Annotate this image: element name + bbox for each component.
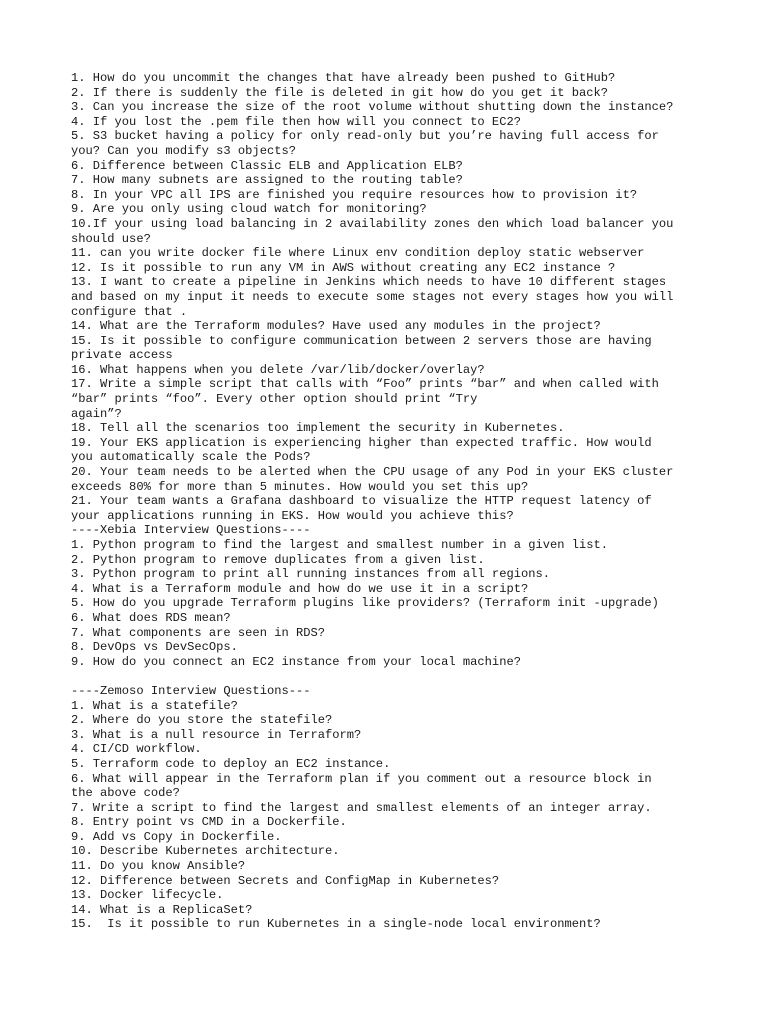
text-line: 5. S3 bucket having a policy for only read-only but you’re having full access for [71, 129, 659, 144]
text-line: 12. Difference between Secrets and ConfigMap in Kubernetes? [71, 873, 500, 888]
text-line: 5. Terraform code to deploy an EC2 instance. [71, 756, 391, 771]
text-line: “bar” prints “foo”. Every other option should print “Try [71, 392, 478, 407]
text-line: configure that . [71, 304, 188, 319]
text-line: ----Zemoso Interview Questions--- [71, 683, 311, 698]
text-line: 9. How do you connect an EC2 instance from your local machine? [71, 654, 521, 669]
text-line: 3. Python program to print all running instances from all regions. [71, 567, 550, 582]
text-line: 12. Is it possible to run any VM in AWS without creating any EC2 instance ? [71, 260, 616, 275]
text-line: 2. Where do you store the statefile? [71, 713, 333, 728]
text-line: 10.If your using load balancing in 2 availability zones den which load balancer you [71, 216, 674, 231]
text-line: 19. Your EKS application is experiencing higher than expected traffic. How would [71, 435, 652, 450]
text-line: 8. Entry point vs CMD in a Dockerfile. [71, 815, 347, 830]
text-line: 1. How do you uncommit the changes that have already been pushed to GitHub? [71, 71, 616, 85]
text-line: 2. Python program to remove duplicates from a given list. [71, 552, 485, 567]
text-line: 9. Are you only using cloud watch for monitoring? [71, 202, 427, 217]
text-line: 2. If there is suddenly the file is deleted in git how do you get it back? [71, 85, 609, 100]
text-line: and based on my input it needs to execute some stages not every stages how you will [71, 289, 674, 304]
text-line: you? Can you modify s3 objects? [71, 143, 296, 158]
text-line: 6. What does RDS mean? [71, 610, 231, 625]
text-line: 6. Difference between Classic ELB and Application ELB? [71, 158, 463, 173]
text-line: 15. Is it possible to configure communication between 2 servers those are having [71, 333, 652, 348]
text-line: 11. Do you know Ansible? [71, 859, 246, 874]
text-line: 1. Python program to find the largest and smallest number in a given list. [71, 538, 609, 552]
text-line: 7. Write a script to find the largest and smallest elements of an integer array. [71, 800, 652, 815]
text-line: 9. Add vs Copy in Dockerfile. [71, 829, 282, 844]
text-line: exceeds 80% for more than 5 minutes. How would you set this up? [71, 479, 529, 494]
text-line: ----Xebia Interview Questions---- [71, 523, 311, 538]
text-line: 4. If you lost the .pem file then how will you connect to EC2? [71, 114, 521, 129]
document-page [71, 71, 711, 932]
text-line: 13. Docker lifecycle. [71, 888, 224, 903]
text-line: private access [71, 348, 173, 363]
text-line: 11. can you write docker file where Linux env condition deploy static webserver [71, 246, 645, 261]
text-line: 4. What is a Terraform module and how do we use it in a script? [71, 581, 529, 596]
text-line: should use? [71, 231, 151, 246]
text-line: 8. DevOps vs DevSecOps. [71, 640, 238, 655]
text-line: 3. What is a null resource in Terraform? [71, 727, 362, 742]
text-line: 20. Your team needs to be alerted when the CPU usage of any Pod in your EKS cluster [71, 465, 674, 480]
text-line: the above code? [71, 786, 180, 801]
text-line: 21. Your team wants a Grafana dashboard to visualize the HTTP request latency of [71, 494, 652, 509]
text-line: 14. What is a ReplicaSet? [71, 902, 253, 917]
text-line: 14. What are the Terraform modules? Have used any modules in the project? [71, 319, 601, 334]
blank-line [71, 669, 711, 684]
text-line: 16. What happens when you delete /var/lib/docker/overlay? [71, 362, 485, 377]
text-line: 5. How do you upgrade Terraform plugins like providers? (Terraform init -upgrade) [71, 596, 659, 611]
text-line: 4. CI/CD workflow. [71, 742, 202, 757]
text-line: 18. Tell all the scenarios too implement the security in Kubernetes. [71, 421, 565, 436]
text-line: 10. Describe Kubernetes architecture. [71, 844, 340, 859]
text-line: 1. What is a statefile? [71, 698, 238, 713]
text-line: again”? [71, 406, 122, 421]
text-line: 8. In your VPC all IPS are finished you require resources how to provision it? [71, 187, 638, 202]
text-line: 13. I want to create a pipeline in Jenkins which needs to have 10 different stages [71, 275, 667, 290]
text-line: 15. Is it possible to run Kubernetes in a single-node local environment? [71, 917, 601, 932]
text-line: 17. Write a simple script that calls with “Foo” prints “bar” and when called with [71, 377, 659, 392]
text-line: 7. What components are seen in RDS? [71, 625, 326, 640]
text-line: you automatically scale the Pods? [71, 450, 311, 465]
text-line: your applications running in EKS. How would you achieve this? [71, 508, 514, 523]
text-line: 7. How many subnets are assigned to the routing table? [71, 173, 463, 188]
text-line: 6. What will appear in the Terraform plan if you comment out a resource block in [71, 771, 652, 786]
text-line: 3. Can you increase the size of the root volume without shutting down the instance? [71, 100, 674, 115]
